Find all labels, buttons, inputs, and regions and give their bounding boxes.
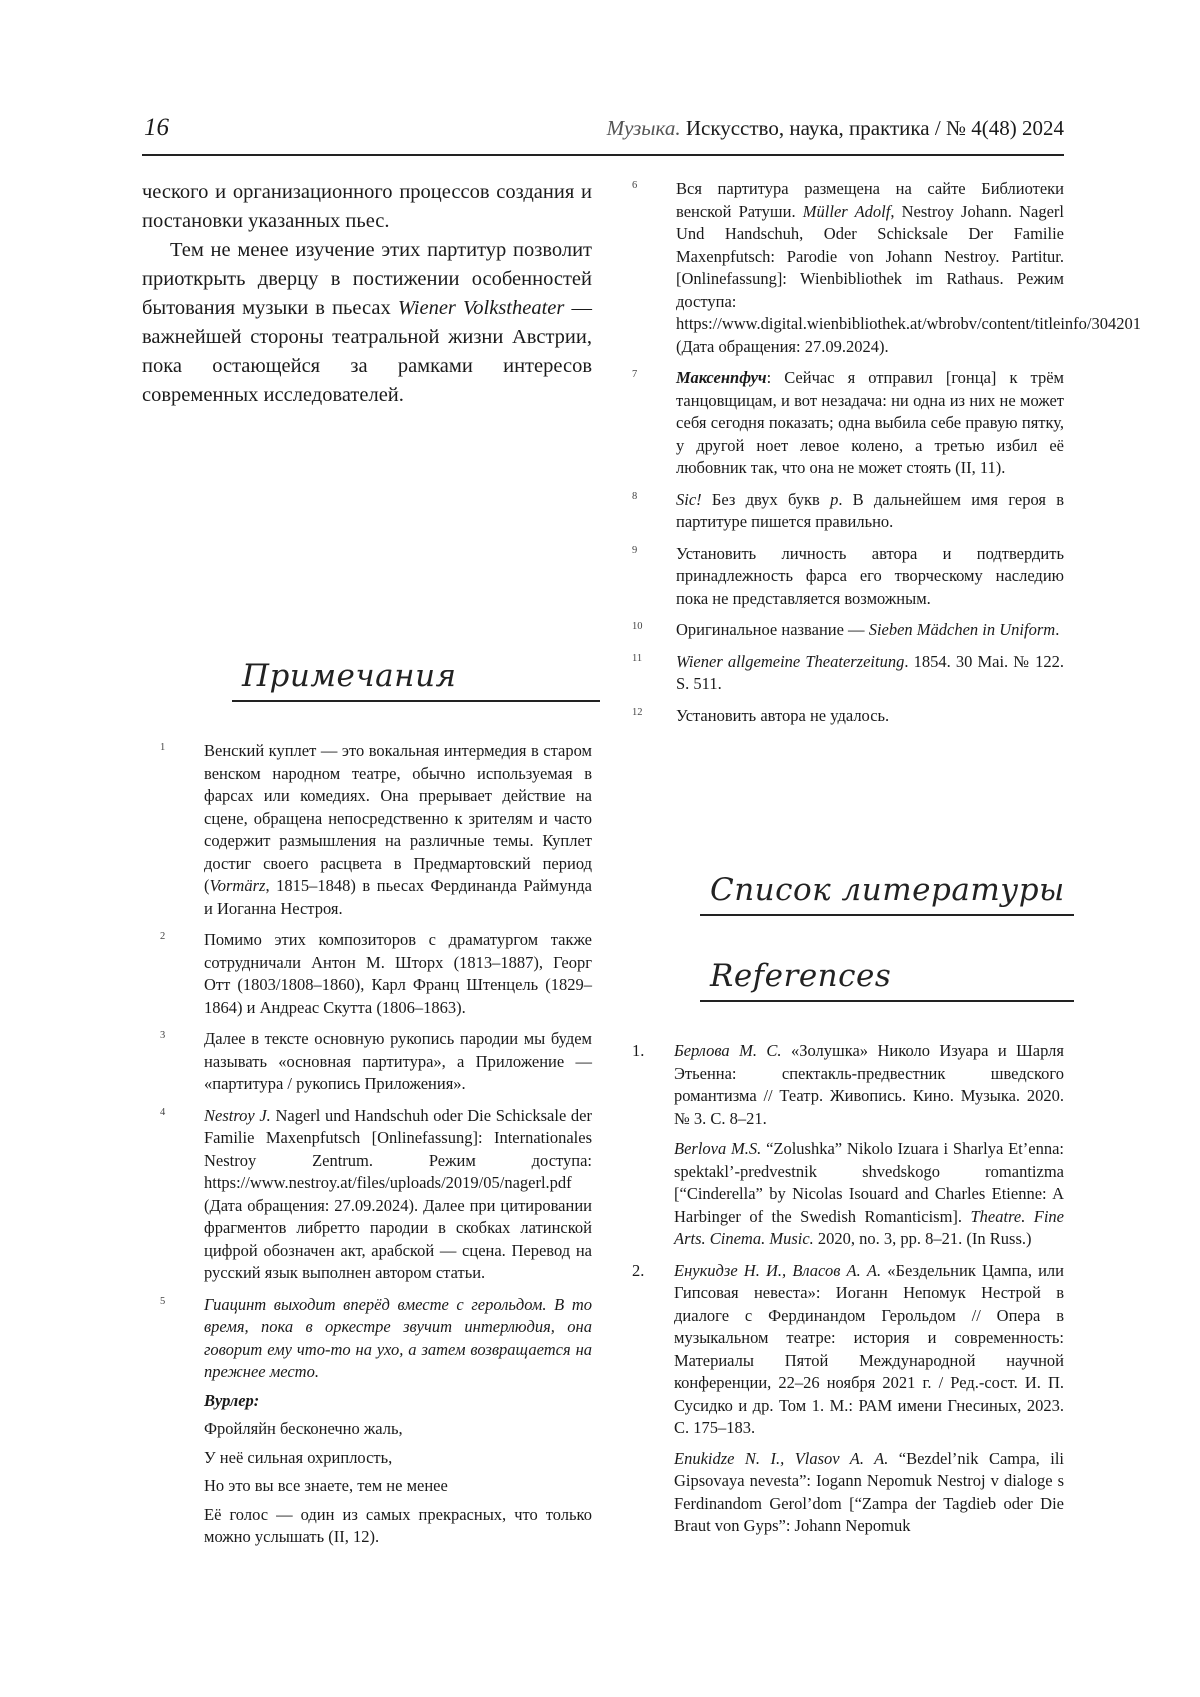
body-paragraph-2-text-b: — важнейшей стороны театральной жизни Австрии, пока остающейся за рамками интересов современных исследователей. [142, 297, 592, 406]
note-speaker: Вурлер: [204, 1390, 260, 1410]
note-10 [632, 619, 1064, 642]
body-paragraph-2 [142, 236, 592, 410]
literature-heading: Список литературы [700, 872, 1074, 916]
note-text: Без двух букв [701, 489, 831, 509]
reference-author: Берлова М. С. [674, 1041, 782, 1060]
note-verse-line: Но это вы все знаете, тем не менее [204, 1476, 448, 1495]
reference-text: 2020, no. 3, pp. 8–21. (In Russ.) [813, 1229, 1032, 1248]
reference-en [674, 1138, 1064, 1251]
note-text: . В дальнейшем имя героя в партитуре пишется правильно. [676, 489, 1064, 531]
notes-list-right [632, 178, 1141, 736]
reference-item-1 [632, 1040, 1064, 1251]
note-text: Вся партитура размещена на сайте Библиотеки венской Ратуши. [676, 179, 1064, 221]
notes-heading: Примечания [232, 658, 600, 702]
note-number: 6 [632, 180, 638, 191]
note-stage-direction: Гиацинт выходит вперёд вместе с герольдом. В то время, пока в оркестре звучит интерлюдия, она говорит ему что-то на ухо, а затем возвращается на прежнее место. [204, 1294, 592, 1381]
note-number: 5 [160, 1295, 166, 1307]
note-2 [160, 929, 592, 1019]
note-number: 11 [632, 652, 643, 664]
reference-en [674, 1448, 1064, 1538]
note-1 [160, 740, 592, 920]
note-number: 12 [632, 706, 643, 718]
note-italic: Nestroy J. [204, 1105, 271, 1125]
note-text: : Сейчас я отправил [гонца] к трём танцовщицам, и вот незадача: ни одна из них не может себя сегодня показать; одна выбила себе правую пятку, у другой ноет левое колено, а третью избил её любовник так, что она не может стоять (II, 11). [676, 368, 1064, 477]
note-11 [632, 651, 1064, 696]
references-list [632, 1040, 1064, 1547]
note-verse-line: Её голос — один из самых прекрасных, что только можно услышать (II, 12). [204, 1504, 592, 1546]
reference-number: 2. [632, 1260, 645, 1280]
note-verse-line: У неё сильная охриплость, [204, 1447, 393, 1467]
note-9 [632, 543, 1064, 611]
reference-text: “Bezdel’nik Campa, ili Gipsovaya nevesta”: Iogann Nepomuk Nestroj v dialoge s Ferdinandom Gerol’dom [“Zampa der Tagdieb oder Die Braut von Gyps”: Johann Nepomuk [674, 1448, 1065, 1535]
note-text: Помимо этих композиторов с драматургом также сотрудничали Антон М. Шторх (1813–1887), Георг Отт (1803/1808–1860), Карл Франц Штенцель (1829–1864) и Андреас Скутта (1806–1863). [204, 930, 592, 1017]
note-7 [632, 367, 1064, 480]
note-text: , Nestroy Johann. Nagerl Und Handschuh, Oder Schicksale Der Familie Maxenpfutsch: Parodie von Johann Nestroy. Partitur. [Onlinefassung]: Wienbibliothek im Rathaus. Режим доступа: https://www.digital.wienbibliothek.at/wbrobv/content/titleinfo/304201 (Дата обращения: 27.09.2024). [676, 201, 1141, 356]
note-6 [632, 178, 1141, 358]
note-text: Установить автора не удалось. [676, 705, 890, 725]
body-text-column [142, 178, 592, 410]
body-paragraph-2-italic: Wiener Volkstheater [397, 297, 565, 319]
note-italic: Wiener allgemeine Theaterzeitung [676, 651, 905, 671]
journal-title [607, 116, 1064, 141]
note-number: 2 [160, 931, 166, 942]
note-number: 9 [632, 544, 638, 556]
reference-ru [674, 1260, 1064, 1440]
note-number: 7 [632, 369, 638, 380]
note-number: 3 [160, 1030, 166, 1041]
note-text: . 1854. 30 Mai. № 122. S. 511. [676, 651, 1064, 693]
reference-text: «Золушка» Николо Изуара и Шарля Этьенна: спектакль-предвестник шведского романтизма // Театр. Живопись. Кино. Музыка. 2020. № 3. С. 8–21. [674, 1041, 1064, 1128]
note-8 [632, 489, 1064, 534]
references-heading: References [700, 958, 1074, 1002]
note-verse-line: Фройляйн бесконечно жаль, [204, 1419, 403, 1438]
body-paragraph-1: ческого и организационного процессов создания и постановки указанных пьес. [142, 181, 592, 232]
note-italic: Vormärz [209, 876, 266, 895]
reference-item-2 [632, 1260, 1064, 1538]
note-text: Венский куплет — это вокальная интермедия в старом венском народном театре, обычно используемая в фарсах или комедиях. Она прерывает действие на сцене, обращена непосредственно к зрителям и часто содержит размышления на различные темы. Куплет достиг своего расцвета в Предмартовский период ( [204, 741, 592, 895]
running-header [142, 108, 1064, 156]
note-text: Установить личность автора и подтвердить принадлежность фарса его творческому наследию пока не представляется возможным. [676, 543, 1064, 608]
note-text: Nagerl und Handschuh oder Die Schicksale der Familie Maxenpfutsch [Onlinefassung]: Internationales Nestroy Zentrum. Режим доступа: https://www.nestroy.at/files/uploads/2019/05/nagerl.pdf (Дата обращения: 27.09.2024). Далее при цитировании фрагментов либретто пародии в скобках латинской цифрой обозначен акт, арабской — сцена. Перевод на русский язык выполнен автором статьи. [204, 1105, 592, 1282]
note-text: , 1815–1848) в пьесах Фердинанда Раймунда и Иоганна Нестроя. [204, 876, 592, 918]
note-5 [160, 1294, 592, 1549]
journal-title-script: Музыка. [606, 116, 681, 140]
note-text: . [1055, 620, 1060, 639]
note-number: 1 [160, 742, 166, 753]
note-speaker: Максенпфуч [676, 368, 767, 387]
notes-list-left [160, 740, 592, 1558]
reference-journal: Theatre. Fine Arts. Cinema. Music. [674, 1206, 1065, 1248]
note-italic: Müller Adolf [802, 201, 891, 221]
reference-text: “Zolushka” Nikolo Izuara i Sharlya Et’enna: spektakl’-predvestnik shvedskogo romantizma [“Cinderella” by Nicolas Isouard and Charles Etienne: A Harbinger of the Swedish Romanticism]. [674, 1139, 1064, 1226]
journal-title-rest: Искусство, наука, практика / № 4(48) 2024 [680, 116, 1064, 140]
reference-author: Berlova M.S. [674, 1139, 762, 1158]
note-4 [160, 1105, 592, 1285]
note-number: 10 [632, 621, 643, 632]
reference-text: «Бездельник Цампа, или Гипсовая невеста»: Иоганн Непомук Нестрой в диалоге с Фердинандом Герольдом // Опера в музыкальном театре: история и современность: Материалы Пятой Международной научной конференции, 22–26 ноября 2021 г. / Ред.-сост. И. П. Сусидко и др. Том 1. М.: РАМ имени Гнесиных, 2023. С. 175–183. [674, 1260, 1064, 1437]
note-italic: р [830, 489, 839, 509]
body-paragraph-2-text-a: Тем не менее изучение этих партитур позволит приоткрыть дверцу в постижении особенностей бытования музыки в пьесах [142, 239, 592, 319]
reference-ru [674, 1040, 1064, 1130]
note-3 [160, 1028, 592, 1096]
reference-number: 1. [632, 1041, 645, 1060]
note-number: 4 [160, 1106, 166, 1118]
reference-author: Енукидзе Н. И., Власов А. А. [674, 1260, 882, 1280]
note-italic: Sieben Mädchen in Uniform [868, 620, 1056, 639]
note-12 [632, 705, 1064, 728]
page-number: 16 [144, 114, 169, 141]
note-text: Далее в тексте основную рукопись пародии мы будем называть «основная партитура», а Приложение — «партитура / рукопись Приложения». [204, 1029, 592, 1093]
note-italic: Sic! [676, 489, 702, 509]
note-text: Оригинальное название — [676, 620, 869, 639]
note-number: 8 [632, 490, 638, 502]
reference-author: Enukidze N. I., Vlasov A. A. [674, 1448, 889, 1468]
